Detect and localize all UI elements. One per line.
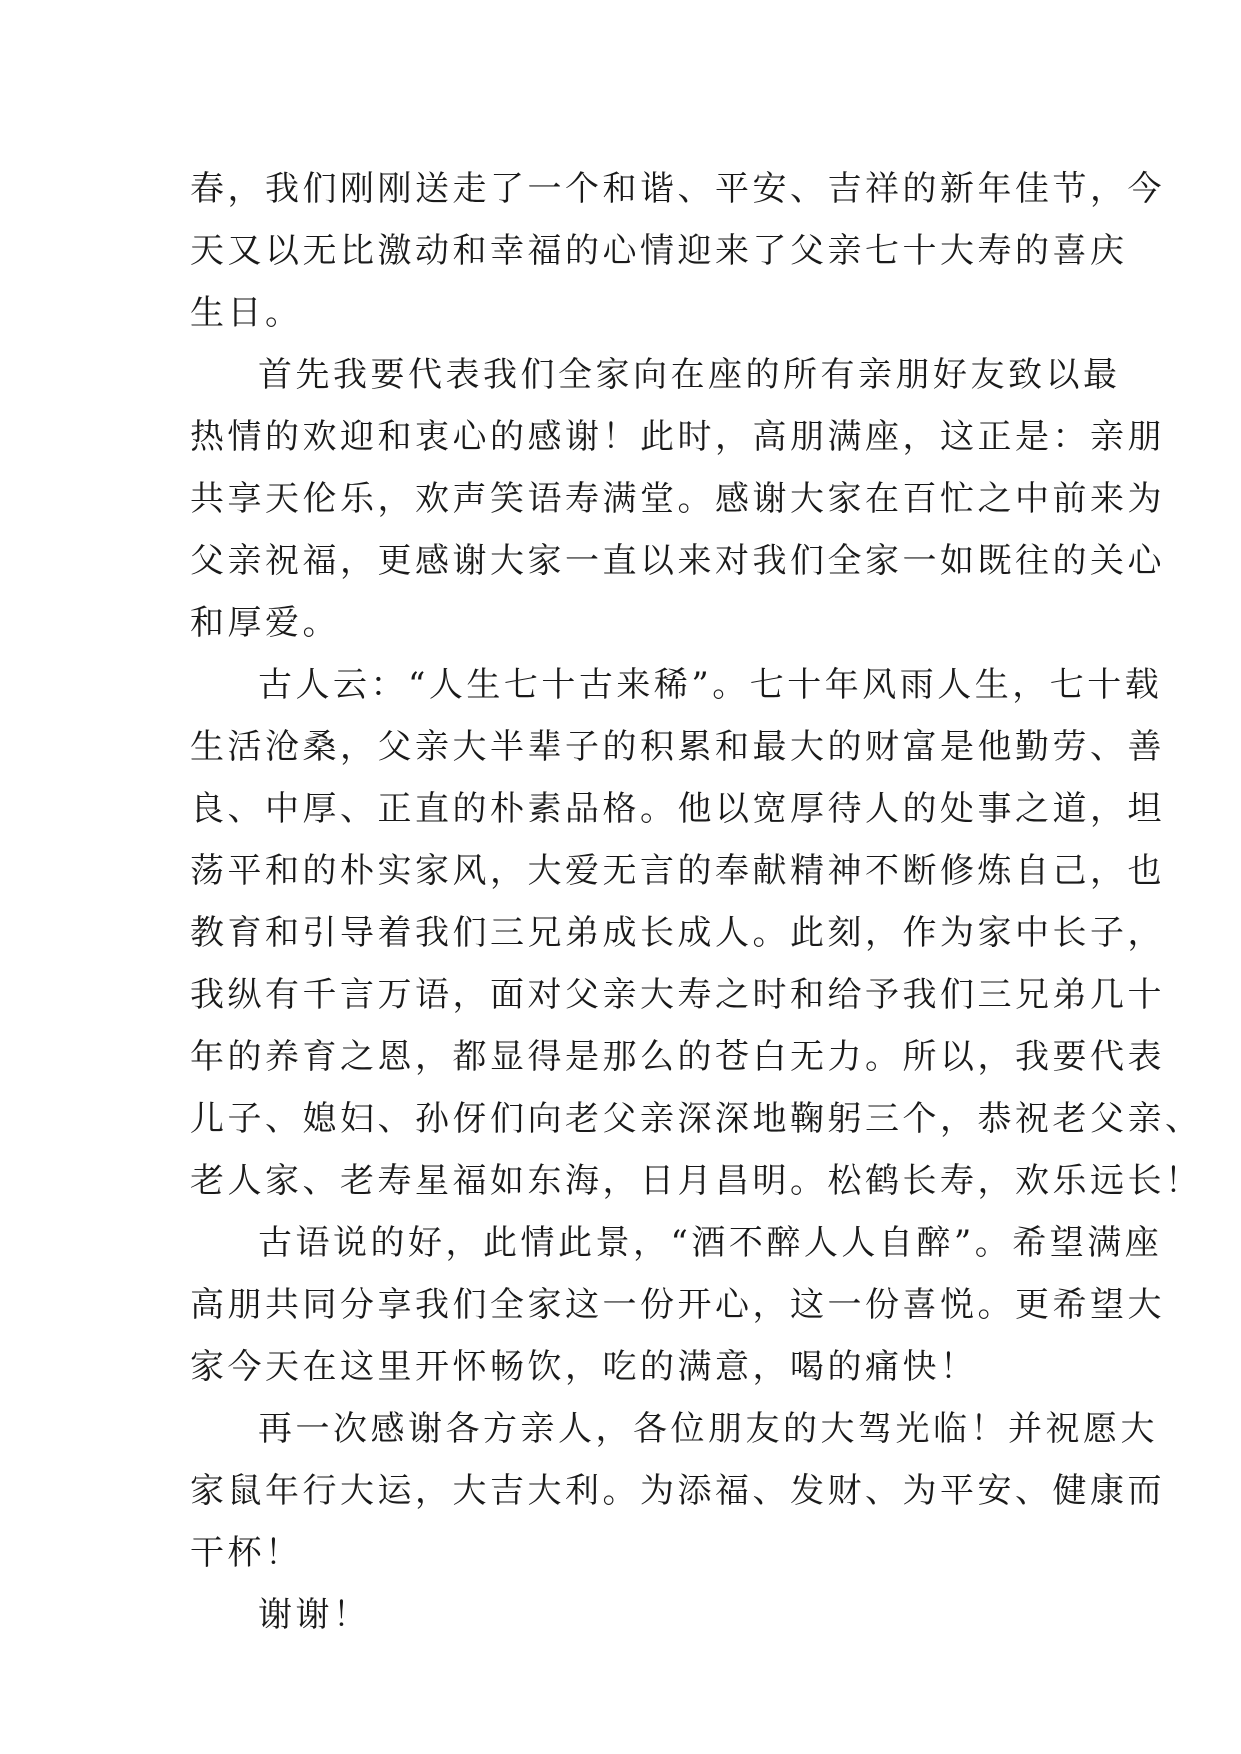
speech-text-body [190,158,1203,1646]
paragraph-father [190,654,1203,1212]
text-line: 我纵有千言万语，面对父亲大寿之时和给予我们三兄弟几十 [190,975,1165,1015]
text-line: 古人云：“人生七十古来稀”。七十年风雨人生，七十载 [258,665,1163,705]
text-line: 年的养育之恩，都显得是那么的苍白无力。所以，我要代表 [190,1037,1165,1077]
text-line: 春，我们刚刚送走了一个和谐、平安、吉祥的新年佳节，今 [190,169,1165,209]
text-line: 再一次感谢各方亲人，各位朋友的大驾光临！并祝愿大 [258,1409,1158,1449]
paragraph-thanks [190,1584,1050,1646]
text-line: 生活沧桑，父亲大半辈子的积累和最大的财富是他勤劳、善 [190,727,1165,767]
paragraph-toast-wish [190,1212,1165,1398]
text-line: 高朋共同分享我们全家这一份开心，这一份喜悦。更希望大 [190,1285,1165,1325]
text-line: 共享天伦乐，欢声笑语寿满堂。感谢大家在百忙之中前来为 [190,479,1165,519]
text-line: 和厚爱。 [190,603,340,643]
text-line: 荡平和的朴实家风，大爱无言的奉献精神不断修炼自己，也 [190,851,1165,891]
paragraph-cheers [190,1398,1165,1584]
text-line: 天又以无比激动和幸福的心情迎来了父亲七十大寿的喜庆 [190,231,1128,271]
paragraph-welcome [190,344,1165,654]
text-line: 家鼠年行大运，大吉大利。为添福、发财、为平安、健康而 [190,1471,1165,1511]
text-line: 良、中厚、正直的朴素品格。他以宽厚待人的处事之道，坦 [190,789,1165,829]
text-line: 老人家、老寿星福如东海，日月昌明。松鹤长寿，欢乐远长！ [190,1161,1203,1201]
text-line: 生日。 [190,293,303,333]
paragraph-intro [190,158,1165,344]
text-line: 父亲祝福，更感谢大家一直以来对我们全家一如既往的关心 [190,541,1165,581]
text-line: 谢谢！ [258,1595,371,1635]
text-line: 干杯！ [190,1533,303,1573]
text-line: 首先我要代表我们全家向在座的所有亲朋好友致以最 [258,355,1121,395]
text-line: 家今天在这里开怀畅饮，吃的满意，喝的痛快！ [190,1347,978,1387]
text-line: 古语说的好，此情此景，“酒不醉人人自醉”。希望满座 [258,1223,1163,1263]
text-line: 热情的欢迎和衷心的感谢！此时，高朋满座，这正是：亲朋 [190,417,1165,457]
text-line: 儿子、媳妇、孙伢们向老父亲深深地鞠躬三个，恭祝老父亲、 [190,1099,1203,1139]
text-line: 教育和引导着我们三兄弟成长成人。此刻，作为家中长子， [190,913,1165,953]
